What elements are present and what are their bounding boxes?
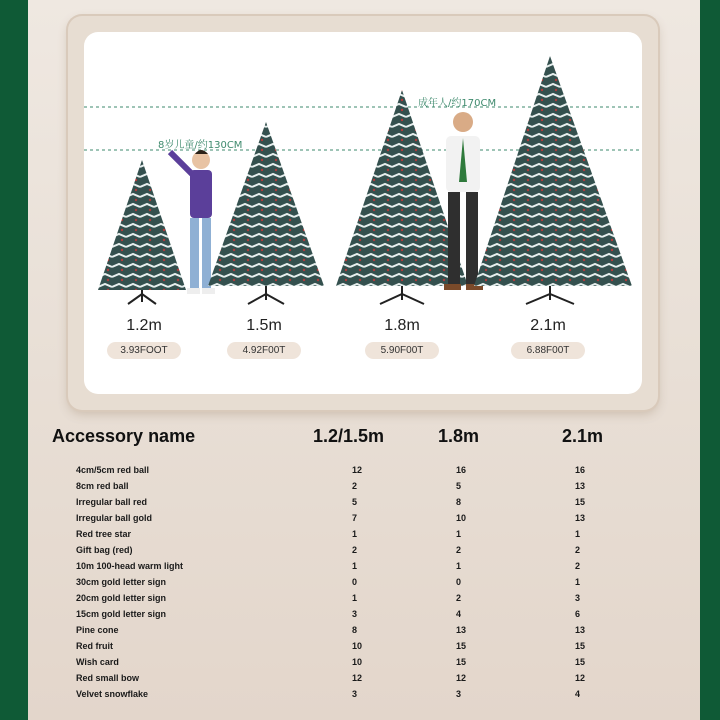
table-row [28,670,700,686]
qty-2-1m: 15 [575,641,586,651]
adult-height-label: 成年人/约170CM [418,98,497,109]
header-size-2-1m: 2.1m [562,426,604,446]
table-row [28,686,700,702]
qty-1-2-1-5m: 12 [352,673,363,683]
qty-1-2-1-5m: 2 [352,481,358,491]
qty-1-2-1-5m: 0 [352,577,358,587]
accessory-name: Red fruit [76,641,113,651]
accessory-name: 4cm/5cm red ball [76,465,150,475]
table-row [28,510,700,526]
qty-1-8m: 2 [456,593,462,603]
qty-1-8m: 2 [456,545,462,555]
qty-1-8m: 1 [456,561,462,571]
accessory-name: 20cm gold letter sign [76,593,167,603]
tree-2-1m [474,56,632,304]
tree-1-2m [98,160,186,304]
accessory-name: 10m 100-head warm light [76,561,184,571]
feet-badge-1-2m: 3.93FOOT [107,342,181,359]
qty-2-1m: 13 [575,481,586,491]
qty-1-2-1-5m: 3 [352,689,358,699]
accessory-table [28,462,700,702]
tree-illustration [84,32,642,394]
accessory-name: Red tree star [76,529,132,539]
qty-2-1m: 1 [575,529,581,539]
qty-1-8m: 12 [456,673,467,683]
table-row [28,462,700,478]
qty-2-1m: 2 [575,561,581,571]
accessory-name: Pine cone [76,625,119,635]
qty-1-2-1-5m: 12 [352,465,363,475]
qty-1-8m: 15 [456,641,467,651]
qty-1-8m: 15 [456,657,467,667]
qty-1-8m: 8 [456,497,462,507]
qty-2-1m: 15 [575,497,586,507]
table-row [28,622,700,638]
size-label-1-5m: 1.5m [246,317,282,334]
accessory-name: Velvet snowflake [76,689,149,699]
qty-1-8m: 10 [456,513,467,523]
feet-badge-1-5m: 4.92F00T [227,342,301,359]
qty-1-2-1-5m: 1 [352,529,358,539]
qty-1-8m: 0 [456,577,462,587]
table-row [28,654,700,670]
size-label-1-8m: 1.8m [384,317,420,334]
feet-badge-1-8m: 5.90F00T [365,342,439,359]
qty-1-2-1-5m: 10 [352,657,363,667]
qty-2-1m: 16 [575,465,586,475]
qty-2-1m: 3 [575,593,581,603]
accessory-name: Gift bag (red) [76,545,133,555]
qty-1-2-1-5m: 10 [352,641,363,651]
qty-1-2-1-5m: 1 [352,593,358,603]
adult-figure [444,112,483,290]
qty-1-2-1-5m: 1 [352,561,358,571]
header-accessory-name: Accessory name [52,426,196,446]
accessory-name: Irregular ball gold [76,513,153,523]
table-row [28,558,700,574]
qty-1-8m: 1 [456,529,462,539]
size-label-1-2m: 1.2m [126,317,162,334]
qty-1-8m: 16 [456,465,467,475]
size-comparison-panel [84,32,642,394]
qty-1-8m: 4 [456,609,462,619]
qty-1-8m: 3 [456,689,462,699]
size-comparison-frame [68,16,658,410]
qty-1-2-1-5m: 2 [352,545,358,555]
table-row [28,590,700,606]
qty-1-2-1-5m: 8 [352,625,358,635]
qty-1-2-1-5m: 3 [352,609,358,619]
table-row [28,606,700,622]
qty-2-1m: 1 [575,577,581,587]
feet-badge-2-1m: 6.88F00T [511,342,585,359]
header-size-1-8m: 1.8m [438,426,480,446]
qty-2-1m: 13 [575,625,586,635]
qty-2-1m: 2 [575,545,581,555]
accessory-name: 8cm red ball [76,481,129,491]
qty-1-2-1-5m: 7 [352,513,358,523]
qty-2-1m: 12 [575,673,586,683]
qty-2-1m: 15 [575,657,586,667]
accessory-name: Wish card [76,657,119,667]
table-row [28,542,700,558]
qty-1-2-1-5m: 5 [352,497,358,507]
qty-2-1m: 13 [575,513,586,523]
table-row [28,478,700,494]
accessory-name: 30cm gold letter sign [76,577,167,587]
table-row [28,574,700,590]
accessory-name: Irregular ball red [76,497,148,507]
qty-1-8m: 13 [456,625,467,635]
table-row [28,494,700,510]
product-sheet [28,0,700,720]
qty-2-1m: 6 [575,609,581,619]
accessory-name: Red small bow [76,673,140,683]
accessory-name: 15cm gold letter sign [76,609,167,619]
qty-2-1m: 4 [575,689,581,699]
size-label-2-1m: 2.1m [530,317,566,334]
table-row [28,526,700,542]
child-height-label: 8岁儿童/约130CM [158,140,243,151]
header-size-1-2-1-5m: 1.2/1.5m [313,426,385,446]
table-row [28,638,700,654]
qty-1-8m: 5 [456,481,462,491]
